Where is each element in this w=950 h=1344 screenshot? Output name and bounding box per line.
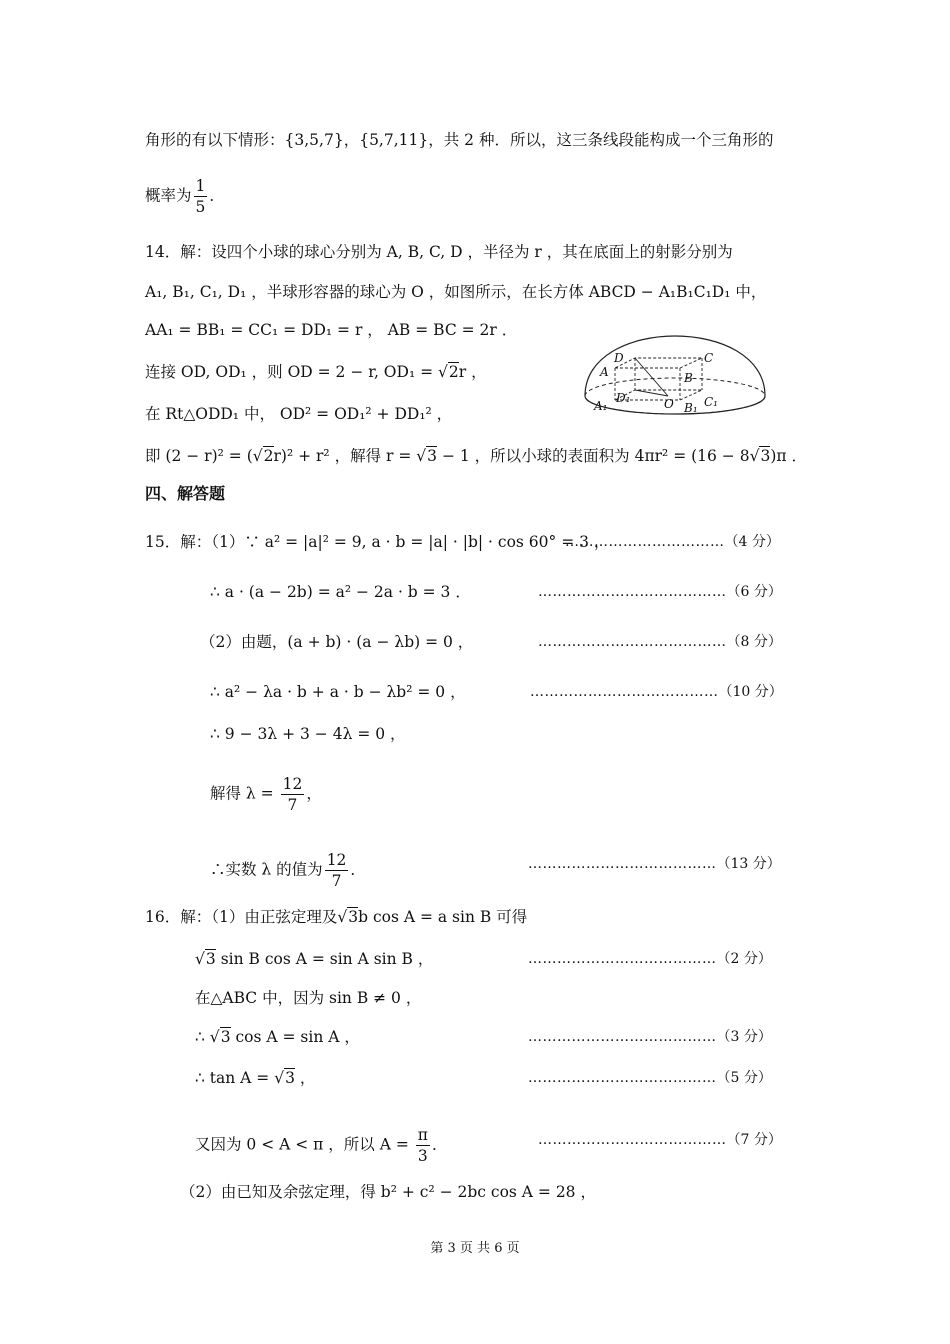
p16-l4-radicand: 3 xyxy=(220,1028,231,1046)
p16-l2-radicand: 3 xyxy=(205,950,216,968)
p16-line-5: ∴ tan A = √3 ， xyxy=(195,1069,316,1087)
p16-l6-den: 3 xyxy=(417,1147,428,1165)
p13-frac-num: 1 xyxy=(195,177,206,195)
label-a1: A₁ xyxy=(594,399,608,413)
box-top xyxy=(615,358,702,368)
p16-score-4-text: （3 分） xyxy=(716,1029,772,1045)
p14-l4-radicand: 2 xyxy=(448,363,459,381)
label-c1: C₁ xyxy=(704,395,718,409)
p13-text: 角形的有以下情形： xyxy=(145,131,285,149)
p14-l4-tail: r ， xyxy=(458,363,487,381)
p15-l7-fraction xyxy=(325,850,349,891)
p15-score-3: …………………………………（8 分） xyxy=(538,634,782,650)
base-front-arc xyxy=(585,396,765,414)
p15-score-1-text: （4 分） xyxy=(724,534,780,550)
p16-score-5-text: （5 分） xyxy=(716,1070,772,1086)
p15-l7-num: 12 xyxy=(326,851,347,869)
label-d: D xyxy=(614,351,624,365)
p15-line-4: ∴ a² − λa · b + a · b − λb² = 0 ， xyxy=(210,683,466,701)
p13-set-2: {5,7,11} xyxy=(359,131,429,149)
p15-l6-num: 12 xyxy=(282,775,303,793)
p15-line-3: （2）由题，(a + b) · (a − λb) = 0 ， xyxy=(200,633,474,651)
p14-l4-text: 连接 OD, OD₁ ，则 OD = 2 − r, OD₁ = xyxy=(145,363,438,381)
p16-score-2-text: （2 分） xyxy=(716,951,772,967)
p15-l6-tail: ， xyxy=(306,784,322,803)
p14-line-4: 连接 OD, OD₁ ，则 OD = 2 − r, OD₁ = √2r ， xyxy=(145,363,487,381)
p15-line-1: 15．解：（1）∵ a² = |a|² = 9, a · b = |a| · |b| · cos 60° = 3 ， xyxy=(145,533,610,551)
label-b: B xyxy=(684,371,693,385)
p13-text-tail: ，共 2 种．所以，这三条线段能构成一个三角形的 xyxy=(428,131,774,149)
p13-set-1: {3,5,7} xyxy=(284,131,344,149)
label-b1: B₁ xyxy=(684,401,698,415)
p13-prob-label: 概率为 xyxy=(145,186,192,205)
p13-line-2 xyxy=(145,176,225,217)
p16-l5-radicand: 3 xyxy=(285,1069,295,1087)
p15-line-2: ∴ a · (a − 2b) = a² − 2a · b = 3 ． xyxy=(210,583,471,601)
p15-score-4: …………………………………（10 分） xyxy=(530,684,783,700)
p15-line-5: ∴ 9 − 3λ + 3 − 4λ = 0 ， xyxy=(210,725,406,743)
p16-l6-text: 又因为 0 < A < π ，所以 A = xyxy=(195,1135,414,1154)
p16-score-6-text: （7 分） xyxy=(726,1132,782,1148)
p14-line-6: 即 (2 − r)² = (√2r)² + r² ，解得 r = √3 − 1 ，所以小球的表面积为 4πr² = (16 − 8√3)π ． xyxy=(145,447,808,465)
p15-line-6 xyxy=(210,774,322,815)
p14-l6-rad2: 3 xyxy=(427,447,438,465)
p16-line-6 xyxy=(195,1125,447,1166)
p14-l6-rad3: 3 xyxy=(760,447,771,465)
p16-l4-text: ∴ xyxy=(195,1028,210,1046)
p14-line-5: 在 Rt△ODD₁ 中， OD² = OD₁² + DD₁² ， xyxy=(145,405,453,423)
page-footer: 第 3 页 共 6 页 xyxy=(430,1241,520,1256)
p16-line-7: （2）由已知及余弦定理，得 b² + c² − 2bc cos A = 28 ， xyxy=(180,1183,596,1201)
p16-line-4: ∴ √3 cos A = sin A ， xyxy=(195,1028,360,1046)
hemisphere-diagram xyxy=(580,318,770,418)
p16-l4-tail: cos A = sin A ， xyxy=(230,1028,360,1046)
p16-l1-text: 16．解：（1）由正弦定理及 xyxy=(145,908,338,926)
p13-sep: ， xyxy=(343,131,360,149)
p15-l7-text: ∴实数 λ 的值为 xyxy=(210,860,323,879)
p16-l6-num: π xyxy=(417,1126,428,1144)
p15-line-7 xyxy=(210,850,366,891)
p16-l2-tail: sin B cos A = sin A sin B ， xyxy=(215,950,434,968)
p15-score-7: …………………………………（13 分） xyxy=(528,856,781,872)
p16-score-5: …………………………………（5 分） xyxy=(528,1070,772,1086)
p15-l6-fraction xyxy=(281,774,305,815)
p14-line-2: A₁, B₁, C₁, D₁ ，半球形容器的球心为 O ，如图所示，在长方体 ABCD − A₁B₁C₁D₁ 中， xyxy=(145,283,767,301)
p16-l1-tail: b cos A = a sin B 可得 xyxy=(358,908,528,926)
p13-line-1 xyxy=(145,128,773,152)
p16-l5-text: ∴ tan A = xyxy=(195,1069,275,1087)
p14-l6-b: r)² + r² ，解得 r = xyxy=(273,447,417,465)
p16-line-3: 在△ABC 中，因为 sin B ≠ 0 ， xyxy=(195,989,422,1007)
p16-l1-radicand: 3 xyxy=(348,908,359,926)
p14-l6-c: − 1 ，所以小球的表面积为 4πr² = (16 − 8 xyxy=(437,447,750,465)
p16-score-6: …………………………………（7 分） xyxy=(538,1132,782,1148)
p14-line-3: AA₁ = BB₁ = CC₁ = DD₁ = r ， AB = BC = 2r ． xyxy=(145,321,518,339)
p15-score-2: …………………………………（6 分） xyxy=(538,584,782,600)
label-d1: D₁ xyxy=(616,391,631,405)
label-o: O xyxy=(664,397,674,411)
p14-line-1: 14．解：设四个小球的球心分别为 A, B, C, D ，半径为 r ，其在底面上的射影分别为 xyxy=(145,243,733,261)
p15-score-2-text: （6 分） xyxy=(726,584,782,600)
p14-l6-a: 即 (2 − r)² = ( xyxy=(145,447,253,465)
label-a: A xyxy=(600,365,609,379)
p15-score-4-text: （10 分） xyxy=(718,684,783,700)
p13-fraction xyxy=(194,176,208,217)
p15-l6-text: 解得 λ = xyxy=(210,784,279,803)
p15-l7-tail: ． xyxy=(350,860,366,879)
p16-score-2: …………………………………（2 分） xyxy=(528,951,772,967)
p15-l6-den: 7 xyxy=(287,796,298,814)
p16-l6-tail: ． xyxy=(431,1135,448,1154)
p14-l6-rad1: 2 xyxy=(263,447,274,465)
p16-l5-tail: ， xyxy=(294,1069,316,1087)
label-c: C xyxy=(704,351,714,365)
p16-score-4: …………………………………（3 分） xyxy=(528,1029,772,1045)
p15-score-1: ……………………………（4 分） xyxy=(565,534,780,550)
p13-period: ． xyxy=(209,186,225,205)
p15-score-7-text: （13 分） xyxy=(716,856,781,872)
p16-l6-fraction xyxy=(416,1125,430,1166)
p13-frac-den: 5 xyxy=(195,198,206,216)
p16-line-2: √3 sin B cos A = sin A sin B ， xyxy=(195,950,434,968)
section-heading: 四、解答题 xyxy=(145,484,226,503)
p14-l6-d: )π ． xyxy=(770,447,808,465)
p15-l7-den: 7 xyxy=(331,872,342,890)
p15-score-3-text: （8 分） xyxy=(726,634,782,650)
p16-line-1: 16．解：（1）由正弦定理及√3b cos A = a sin B 可得 xyxy=(145,908,528,926)
hemisphere-arc xyxy=(585,336,765,396)
